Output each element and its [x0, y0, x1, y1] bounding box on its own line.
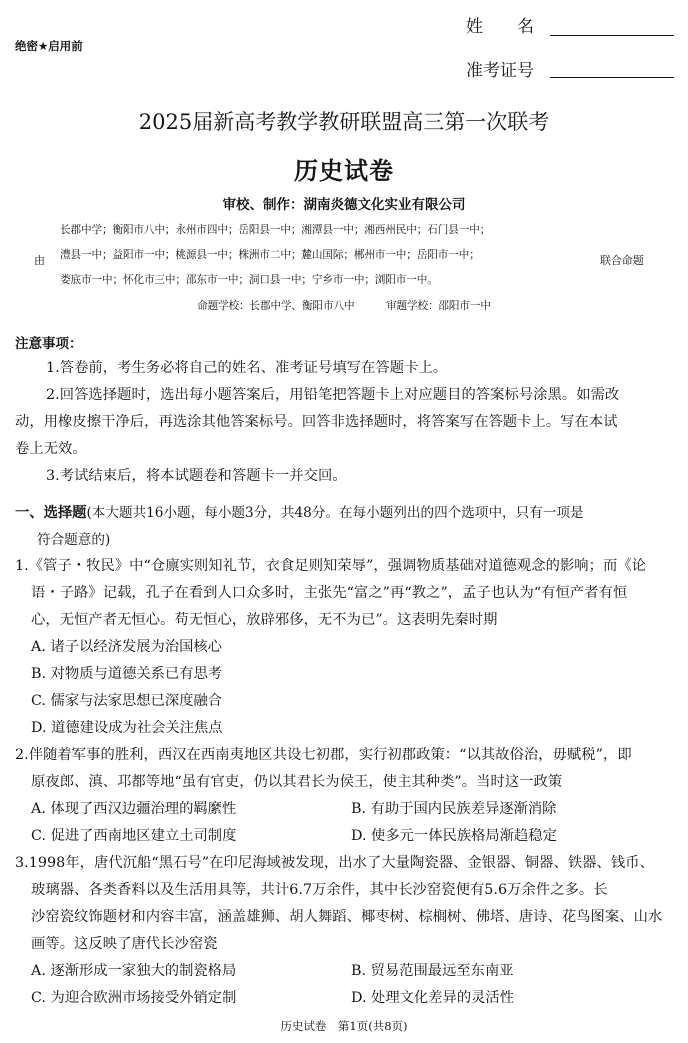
schools-suffix: 联合命题	[600, 254, 644, 267]
name-label: 姓 名	[466, 17, 534, 37]
section-1-title: 一、选择题	[15, 505, 87, 521]
producer-line: 审校、制作：湖南炎德文化实业有限公司	[222, 197, 466, 213]
q2-option-a: A. 体现了西汉边疆治理的羁縻性	[31, 801, 237, 817]
q1-line-2: 语・子路》记载，孔子在看到人口众多时，主张先“富之”再“教之”，孟子也认为“有恒产者有恒	[31, 585, 628, 601]
notes-heading: 注意事项：	[15, 336, 83, 352]
setter-schools: 命题学校：长郡中学、衡阳市八中 审题学校：邵阳市一中	[197, 300, 491, 312]
q3-line-3: 沙窑瓷纹饰题材和内容丰富，涵盖雄狮、胡人舞蹈、椰枣树、棕榈树、佛塔、唐诗、花鸟图案、山水	[31, 909, 663, 925]
note-2-line-3: 卷上无效。	[15, 441, 87, 457]
q3-line-4: 画等。这反映了唐代长沙窑瓷	[31, 936, 218, 952]
note-3: 3.考试结束后，将本试题卷和答题卡一并交回。	[46, 468, 347, 484]
q2-line-2: 原夜郎、滇、邛都等地“虽有官吏，仍以其君长为侯王，使主其种类”。当时这一政策	[31, 774, 563, 790]
subject-title: 历史试卷	[294, 157, 394, 185]
note-1: 1.答卷前，考生务必将自己的姓名、准考证号填写在答题卡上。	[46, 360, 448, 376]
exam-id-label: 准考证号	[466, 61, 534, 81]
exam-id-blank-line	[550, 77, 674, 78]
note-2-line-1: 2.回答选择题时，选出每小题答案后，用铅笔把答题卡上对应题目的答案标号涂黑。如需改	[46, 387, 620, 403]
q1-option-a: A. 诸子以经济发展为治国核心	[31, 639, 222, 655]
name-blank-line	[550, 35, 674, 36]
q3-option-d: D. 处理文化差异的灵活性	[351, 990, 515, 1006]
q2-option-d: D. 使多元一体民族格局渐趋稳定	[351, 828, 557, 844]
q1-option-b: B. 对物质与道德关系已有思考	[31, 666, 223, 682]
q2-option-c: C. 促进了西南地区建立土司制度	[31, 828, 237, 844]
schools-line-1: 长郡中学；衡阳市八中；永州市四中；岳阳县一中；湘潭县一中；湘西州民中；石门县一中；	[60, 224, 491, 236]
q3-line-2: 玻璃器、各类香料以及生活用具等，共计6.7万余件，其中长沙窑瓷便有5.6万余件之多。长	[31, 882, 608, 898]
q3-option-c: C. 为迎合欧洲市场接受外销定制	[31, 990, 237, 1006]
section-1-header	[15, 501, 584, 522]
q2-line-1: 2.伴随着军事的胜利，西汉在西南夷地区共设七初郡，实行初郡政策：“以其故俗治，毋赋税”，即	[15, 747, 632, 763]
exam-title: 2025届新高考教学教研联盟高三第一次联考	[138, 110, 550, 134]
schools-line-3: 娄底市一中；怀化市三中；邵东市一中；洞口县一中；宁乡市一中；浏阳市一中。	[60, 274, 438, 286]
confidential-label: 绝密★启用前	[15, 39, 83, 53]
q3-option-a: A. 逐渐形成一家独大的制瓷格局	[31, 963, 237, 979]
q2-option-b: B. 有助于国内民族差异逐渐消除	[351, 801, 557, 817]
schools-line-2: 澧县一中；益阳市一中；桃源县一中；株洲市二中；麓山国际；郴州市一中；岳阳市一中；	[60, 249, 480, 261]
q1-option-c: C. 儒家与法家思想已深度融合	[31, 693, 223, 709]
section-1-desc: (本大题共16小题，每小题3分，共48分。在每小题列出的四个选项中，只有一项是	[86, 505, 584, 521]
schools-prefix: 由	[34, 254, 45, 267]
section-1-desc-cont: 符合题意的)	[37, 532, 111, 548]
q1-line-1: 1.《管子・牧民》中“仓廪实则知礼节，衣食足则知荣辱”，强调物质基础对道德观念的影响；而《论	[15, 558, 647, 574]
q3-option-b: B. 贸易范围最远至东南亚	[351, 963, 514, 979]
q3-line-1: 3.1998年，唐代沉船“黑石号”在印尼海域被发现，出水了大量陶瓷器、金银器、铜器、铁器、钱币、	[15, 855, 654, 871]
note-2-line-2: 动，用橡皮擦干净后，再选涂其他答案标号。回答非选择题时，将答案写在答题卡上。写在本试	[15, 414, 618, 430]
page-footer: 历史试卷 第1页(共8页)	[280, 1019, 408, 1033]
q1-option-d: D. 道德建设成为社会关注焦点	[31, 720, 223, 736]
q1-line-3: 心，无恒产者无恒心。苟无恒心，放辟邪侈，无不为已”。这表明先秦时期	[31, 612, 498, 628]
